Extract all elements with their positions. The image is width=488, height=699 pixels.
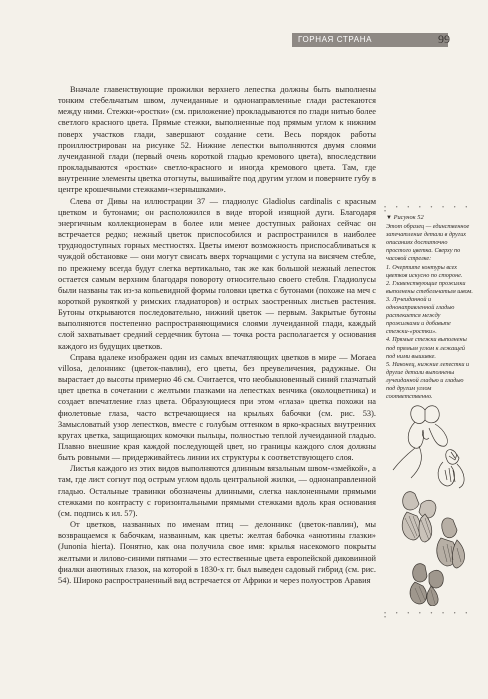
body-text-column [58, 84, 376, 586]
paragraph-1: Вначале главенствующие прожилки верхнего лепестка должны быть выполнены тонким стебельчатым швом, лучеиданные и однонаправленные глади растекаются между ними. Стежки-«ростки» (см. приложение) прокладываются по глади нитью более светлого красного цвета. Прямые стежки, выполненные под прямым углом к нижним поверх участков глади, завершают создание сети. Весь порядок работы проиллюстрирован на рисунке 52. Нижние лепестки выполняются двумя слоями лучеиданной глади (первый очень короткой гладью кремового цвета), впоследствии прокладываются «ростки» светло-красного и иногда кремового цвета. Там, где внутренние элементы цветка отогнуты, вышивайте под другим углом и поверните губу в центре крошечными стежками-«зернышками». [58, 85, 376, 195]
paragraph-5: От цветков, названных по именам птиц — делонникс (цветок-павлин), мы возвращаемся к бабочкам, названным, как цветы: желтая бабочка «анютины глазки» (Junonia hierta). Понятно, как она получила свое имя: крылья насекомого покрыты желтыми и лилово-синими пятнами — это естественные цвета европейской диковинной фиалки анютиных глазок, на которой в 1830-х гг. был выведен садовый гибрид (см. рис. 54). Широко распространенный вид встречается от Африки и через полуостров Аравия [58, 520, 376, 585]
flower-stage-2-veins [438, 450, 464, 488]
caption-step-3: 3. Лучеиданной и однонаправленной гладью растекается между прожилками и добавьте стежки-«ростки». [386, 295, 455, 336]
paragraph-2: Слева от Дивы на иллюстрации 37 — гладиолус Gladiolus cardinalis с красным цветком и бутонами; он расположился в виде второй изящной дуги. Благодаря энергичным коллекционерам в более или менее доступных районах сейчас он встречается редко; нежный цветок приспособился и распространился в наиболее труднодоступных горных местностях. Цветы имеют возможность приспосабливаться к чуждой обстановке — они могут свисать вверх торчащими с уступа на висячем стебле, по прежнему всегда будут слегка вертикально, так же как большой нежный лепесток остается самым верхним благодаря повороту относительно своего стебля. Гладиолусы были названы так из-за копьевидной формы головки цветка с бутонами (похоже на меч с короткой рукояткой у римских гладиаторов) и острых заостренных листьев растения. Бутоны открываются последовательно, нижний цветок — первым. Закрытые бутоны выполняются постепенно распространяющимися слоями лучеиданной глади, каждый слой захватывает средний сердечник бутона — точка роста располагается у основания каждого из будущих цветков. [58, 196, 376, 351]
caption-bottom-separator: • • • • • • • • • [384, 611, 472, 621]
caption-title [386, 214, 474, 222]
page-number: 99 [438, 32, 450, 46]
caption-step-2: 2. Главенствующие прожилки выполнены стебельчатым швом. [386, 279, 473, 295]
caption-step-5: 5. Наконец, нижние лепестки и другие детали выполнены лучеиданной гладью и гладью под другим углом соответственно. [386, 360, 470, 401]
caption-title-text: Рисунок 52 [393, 214, 424, 221]
caption-step-1: 1. Очертите контуры всех цветков искусно по стороне. [386, 263, 463, 279]
paragraph-4: Листья каждого из этих видов выполняются длинным вязальным швом-«змейкой», а там, где лист согнут под острым углом вдоль центральной жилки, — однонаправленной гладью. Остальные травинки обозначены длинными, слегка наклоненными прямыми стежками по контрасту с горизонтальными прямыми стежками вдоль края основания (см. подпись к ил. 57). [58, 464, 376, 518]
caption-step-4: 4. Прямые стежки выполнены под прямым углом к лежащей под ними вышивке. [386, 336, 467, 360]
paragraph-3: Справа вдалеке изображен один из самых впечатляющих цветков в мире — Moraea villosa, делонникс (цветок-павлин), его цветы, без преувеличения, радужные. Он вырастает до высоты примерно 46 см. Считается, что необыкновенный синий глазчатый цвет цветка в сочетании с желтыми глазками на лепестках венчика (околоцветника) и создает впечатление глаз цвета. Образующиеся при этом «глаза» цветка похожи на фиолетовые глаза, часто встречающиеся на крыльях бабочки (см. рис. 53). Замысловатый узор лепестков, вместе с голубым оттенком в ярко-красных внутренних кругах цветка, защищающих комочки пыльцы, полностью теплой лучеиданной гладью. Плавно внешние края каждой последующей цвет, но границы каждого слоя должны быть ровными — придерживайтесь линии их структуры к соответствующего слоя. [58, 352, 376, 463]
orchid-stitch-diagram [385, 400, 481, 606]
caption-top-separator: • • • • • • • • • [384, 205, 472, 215]
triangle-marker-icon: ▼ [386, 215, 392, 221]
flower-stage-5-finished [410, 564, 443, 606]
flower-stage-3-satin [402, 492, 436, 542]
caption-intro: Этот образец — единственное запечатление детали в других описаниях достаточно простого цветка. Сверху по часовой стрелке: [386, 223, 470, 263]
running-header-title: ГОРНАЯ СТРАНА [298, 35, 373, 44]
figure-caption [386, 214, 474, 401]
